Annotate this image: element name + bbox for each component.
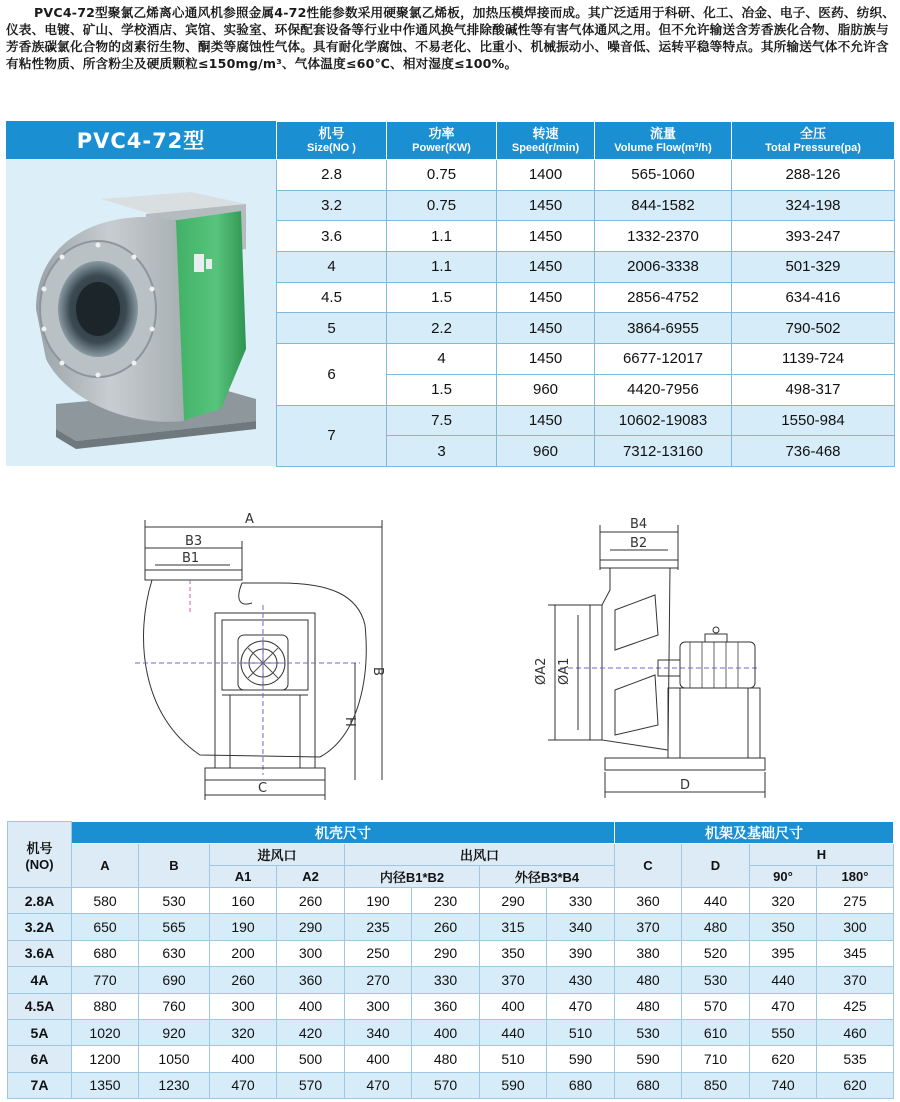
cell: 530 [682, 967, 750, 993]
header-h180: 180° [817, 866, 894, 888]
cell: 7 [277, 405, 387, 466]
cell: 565-1060 [595, 160, 732, 191]
cell: 760 [139, 993, 210, 1019]
cell: 300 [210, 993, 277, 1019]
cell: 850 [682, 1072, 750, 1098]
cell: 480 [615, 967, 682, 993]
cell: 680 [547, 1072, 615, 1098]
cell: 530 [615, 1019, 682, 1045]
cell: 2.8 [277, 160, 387, 191]
row-model-number: 5A [8, 1019, 72, 1045]
cell: 580 [72, 888, 139, 914]
cell: 570 [277, 1072, 345, 1098]
header-h: H [750, 844, 894, 866]
table-row [8, 1046, 894, 1072]
cell: 1400 [497, 160, 595, 191]
cell: 960 [497, 374, 595, 405]
label-b2: B2 [630, 536, 648, 551]
cell: 630 [139, 940, 210, 966]
cell: 470 [750, 993, 817, 1019]
cell: 530 [139, 888, 210, 914]
cell: 1450 [497, 252, 595, 283]
cell: 290 [412, 940, 480, 966]
cell: 3 [387, 436, 497, 467]
header-frame: 机架及基础尺寸 [615, 822, 894, 844]
cell: 520 [682, 940, 750, 966]
cell: 740 [750, 1072, 817, 1098]
cell: 510 [480, 1046, 547, 1072]
table-row [277, 313, 895, 344]
cell: 350 [750, 914, 817, 940]
cell: 300 [277, 940, 345, 966]
header-no: 机号 (NO) [8, 822, 72, 888]
cell: 3.6 [277, 221, 387, 252]
cell: 2006-3338 [595, 252, 732, 283]
cell: 330 [547, 888, 615, 914]
cell: 400 [345, 1046, 412, 1072]
cell: 360 [615, 888, 682, 914]
label-h: H [342, 717, 357, 727]
cell: 420 [277, 1019, 345, 1045]
cell: 1200 [72, 1046, 139, 1072]
cell: 1350 [72, 1072, 139, 1098]
cell: 680 [615, 1072, 682, 1098]
cell: 1.1 [387, 252, 497, 283]
cell: 288-126 [732, 160, 895, 191]
table-row [8, 914, 894, 940]
header-shell: 机壳尺寸 [72, 822, 615, 844]
cell: 550 [750, 1019, 817, 1045]
cell: 340 [345, 1019, 412, 1045]
label-a1: ØA1 [557, 657, 572, 685]
fan-photo [6, 159, 276, 466]
table-row [8, 1019, 894, 1045]
cell: 320 [750, 888, 817, 914]
cell: 230 [412, 888, 480, 914]
dimension-header-row-2 [8, 844, 894, 866]
cell: 160 [210, 888, 277, 914]
cell: 570 [412, 1072, 480, 1098]
intro-paragraph: PVC4-72型聚氯乙烯离心通风机参照金属4-72性能参数采用硬聚氯乙烯板，加热压模焊接而成。其广泛适用于科研、化工、冶金、电子、医药、纺织、仪表、电镀、矿山、学校酒店、宾馆、实验室、环保配套设备等行业中作通风换气排除酸碱性等有害气体通风之用。但不允许输送含芳香族化合物、脂肪族与芳香族碳氯化合物的卤素衍生物、酮类等腐蚀性气体。具有耐化学腐蚀、不易老化、比重小、机械振动小、噪音低、运转平稳等特点。其所输送气体不允许含有粘性物质、所含粉尘及硬质颗粒≤150mg/m³、气体温度≤60℃、相对湿度≤100%。 [6, 5, 896, 71]
cell: 2.2 [387, 313, 497, 344]
table-row [277, 221, 895, 252]
cell: 440 [750, 967, 817, 993]
cell: 275 [817, 888, 894, 914]
header-inlet: 进风口 [210, 844, 345, 866]
cell: 480 [682, 914, 750, 940]
row-model-number: 6A [8, 1046, 72, 1072]
cell: 590 [547, 1046, 615, 1072]
header-d: D [682, 844, 750, 888]
cell: 1450 [497, 405, 595, 436]
table-row [8, 940, 894, 966]
label-a: A [245, 512, 254, 527]
cell: 390 [547, 940, 615, 966]
front-view-drawing [130, 505, 400, 805]
cell: 470 [345, 1072, 412, 1098]
header-pressure: 全压 Total Pressure(pa) [732, 122, 895, 160]
cell: 690 [139, 967, 210, 993]
cell: 200 [210, 940, 277, 966]
cell: 2856-4752 [595, 282, 732, 313]
cell: 650 [72, 914, 139, 940]
label-d: D [680, 778, 691, 793]
header-h90: 90° [750, 866, 817, 888]
cell: 6 [277, 344, 387, 405]
cell: 1230 [139, 1072, 210, 1098]
model-title: PVC4-72型 [6, 121, 276, 159]
cell: 620 [750, 1046, 817, 1072]
header-a: A [72, 844, 139, 888]
cell: 400 [210, 1046, 277, 1072]
cell: 3864-6955 [595, 313, 732, 344]
cell: 4420-7956 [595, 374, 732, 405]
cell: 710 [682, 1046, 750, 1072]
cell: 440 [682, 888, 750, 914]
row-model-number: 7A [8, 1072, 72, 1098]
cell: 300 [817, 914, 894, 940]
table-row [277, 282, 895, 313]
cell: 260 [277, 888, 345, 914]
cell: 190 [345, 888, 412, 914]
cell: 395 [750, 940, 817, 966]
cell: 920 [139, 1019, 210, 1045]
label-a2: ØA2 [534, 657, 549, 685]
cell: 320 [210, 1019, 277, 1045]
header-outer: 外径B3*B4 [480, 866, 615, 888]
table-row [277, 405, 895, 436]
header-speed: 转速 Speed(r/min) [497, 122, 595, 160]
cell: 790-502 [732, 313, 895, 344]
label-b: B [370, 667, 385, 676]
cell: 260 [412, 914, 480, 940]
cell: 430 [547, 967, 615, 993]
cell: 4.5 [277, 282, 387, 313]
cell: 400 [480, 993, 547, 1019]
cell: 0.75 [387, 190, 497, 221]
cell: 1450 [497, 282, 595, 313]
cell: 324-198 [732, 190, 895, 221]
cell: 7312-13160 [595, 436, 732, 467]
dimension-table [7, 821, 894, 1099]
label-b3: B3 [185, 534, 203, 549]
cell: 6677-12017 [595, 344, 732, 375]
cell: 1.1 [387, 221, 497, 252]
cell: 844-1582 [595, 190, 732, 221]
cell: 360 [412, 993, 480, 1019]
cell: 620 [817, 1072, 894, 1098]
cell: 1450 [497, 221, 595, 252]
cell: 190 [210, 914, 277, 940]
cell: 565 [139, 914, 210, 940]
cell: 10602-19083 [595, 405, 732, 436]
cell: 290 [480, 888, 547, 914]
performance-table [276, 121, 895, 467]
table-row [8, 888, 894, 914]
table-row [8, 967, 894, 993]
row-model-number: 2.8A [8, 888, 72, 914]
cell: 500 [277, 1046, 345, 1072]
cell: 501-329 [732, 252, 895, 283]
cell: 480 [412, 1046, 480, 1072]
cell: 1.5 [387, 374, 497, 405]
table-row [8, 993, 894, 1019]
header-size: 机号 Size(NO ) [277, 122, 387, 160]
performance-header-row [277, 122, 895, 160]
dimension-header-row-1 [8, 822, 894, 844]
cell: 400 [412, 1019, 480, 1045]
cell: 315 [480, 914, 547, 940]
cell: 634-416 [732, 282, 895, 313]
side-view-drawing [530, 510, 780, 805]
cell: 380 [615, 940, 682, 966]
cell: 393-247 [732, 221, 895, 252]
row-model-number: 4A [8, 967, 72, 993]
header-a1: A1 [210, 866, 277, 888]
cell: 880 [72, 993, 139, 1019]
cell: 340 [547, 914, 615, 940]
cell: 570 [682, 993, 750, 1019]
cell: 770 [72, 967, 139, 993]
cell: 1050 [139, 1046, 210, 1072]
cell: 425 [817, 993, 894, 1019]
cell: 1450 [497, 313, 595, 344]
cell: 470 [210, 1072, 277, 1098]
cell: 4 [387, 344, 497, 375]
cell: 470 [547, 993, 615, 1019]
cell: 510 [547, 1019, 615, 1045]
header-flow: 流量 Volume Flow(m³/h) [595, 122, 732, 160]
cell: 5 [277, 313, 387, 344]
table-row [277, 344, 895, 375]
cell: 290 [277, 914, 345, 940]
cell: 370 [615, 914, 682, 940]
header-c: C [615, 844, 682, 888]
header-power: 功率 Power(KW) [387, 122, 497, 160]
cell: 250 [345, 940, 412, 966]
cell: 3.2 [277, 190, 387, 221]
row-model-number: 3.2A [8, 914, 72, 940]
cell: 1550-984 [732, 405, 895, 436]
header-a2: A2 [277, 866, 345, 888]
cell: 360 [277, 967, 345, 993]
cell: 350 [480, 940, 547, 966]
table-row [277, 190, 895, 221]
cell: 370 [817, 967, 894, 993]
row-model-number: 3.6A [8, 940, 72, 966]
cell: 400 [277, 993, 345, 1019]
model-panel [6, 121, 276, 466]
cell: 535 [817, 1046, 894, 1072]
cell: 4 [277, 252, 387, 283]
cell: 460 [817, 1019, 894, 1045]
cell: 680 [72, 940, 139, 966]
cell: 260 [210, 967, 277, 993]
cell: 590 [615, 1046, 682, 1072]
cell: 1450 [497, 344, 595, 375]
table-row [277, 160, 895, 191]
cell: 1450 [497, 190, 595, 221]
label-b4: B4 [630, 517, 648, 532]
cell: 736-468 [732, 436, 895, 467]
cell: 480 [615, 993, 682, 1019]
cell: 370 [480, 967, 547, 993]
header-outlet: 出风口 [345, 844, 615, 866]
cell: 1139-724 [732, 344, 895, 375]
cell: 7.5 [387, 405, 497, 436]
cell: 610 [682, 1019, 750, 1045]
cell: 1020 [72, 1019, 139, 1045]
cell: 960 [497, 436, 595, 467]
cell: 235 [345, 914, 412, 940]
cell: 590 [480, 1072, 547, 1098]
cell: 1.5 [387, 282, 497, 313]
header-inner: 内径B1*B2 [345, 866, 480, 888]
table-row [8, 1072, 894, 1098]
cell: 440 [480, 1019, 547, 1045]
header-b: B [139, 844, 210, 888]
row-model-number: 4.5A [8, 993, 72, 1019]
cell: 330 [412, 967, 480, 993]
cell: 345 [817, 940, 894, 966]
cell: 0.75 [387, 160, 497, 191]
cell: 270 [345, 967, 412, 993]
cell: 498-317 [732, 374, 895, 405]
cell: 1332-2370 [595, 221, 732, 252]
table-row [277, 252, 895, 283]
cell: 300 [345, 993, 412, 1019]
label-c: C [258, 781, 268, 796]
label-b1: B1 [182, 551, 200, 566]
